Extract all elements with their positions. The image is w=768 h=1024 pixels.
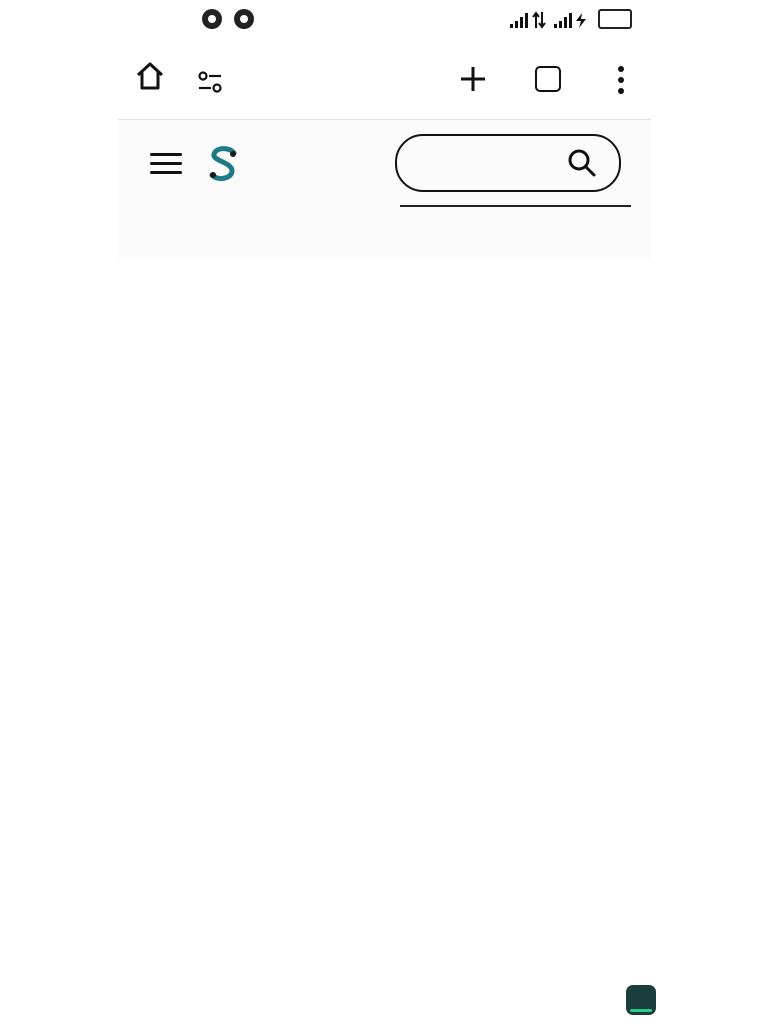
status-bar [0, 0, 768, 40]
search-underline [400, 205, 631, 207]
signal-icon [510, 10, 592, 30]
site-settings-icon[interactable] [198, 71, 222, 93]
document-page [118, 262, 651, 962]
browser-toolbar [0, 44, 768, 116]
scribd-header [118, 120, 651, 260]
battery-icon [598, 9, 632, 29]
home-icon[interactable] [134, 60, 166, 92]
search-input[interactable] [395, 134, 621, 192]
right-column [395, 328, 617, 350]
camscanner-badge [626, 985, 656, 1015]
scribd-logo-icon[interactable] [206, 144, 240, 184]
chrome-notification-icon [234, 9, 254, 29]
overflow-menu-icon[interactable] [618, 66, 624, 99]
chrome-notification-icon [202, 9, 222, 29]
new-tab-icon[interactable] [460, 66, 486, 92]
hamburger-menu-icon[interactable] [150, 153, 182, 180]
left-column [160, 316, 382, 342]
tab-switcher-icon[interactable] [535, 66, 561, 92]
search-icon[interactable] [567, 148, 597, 178]
